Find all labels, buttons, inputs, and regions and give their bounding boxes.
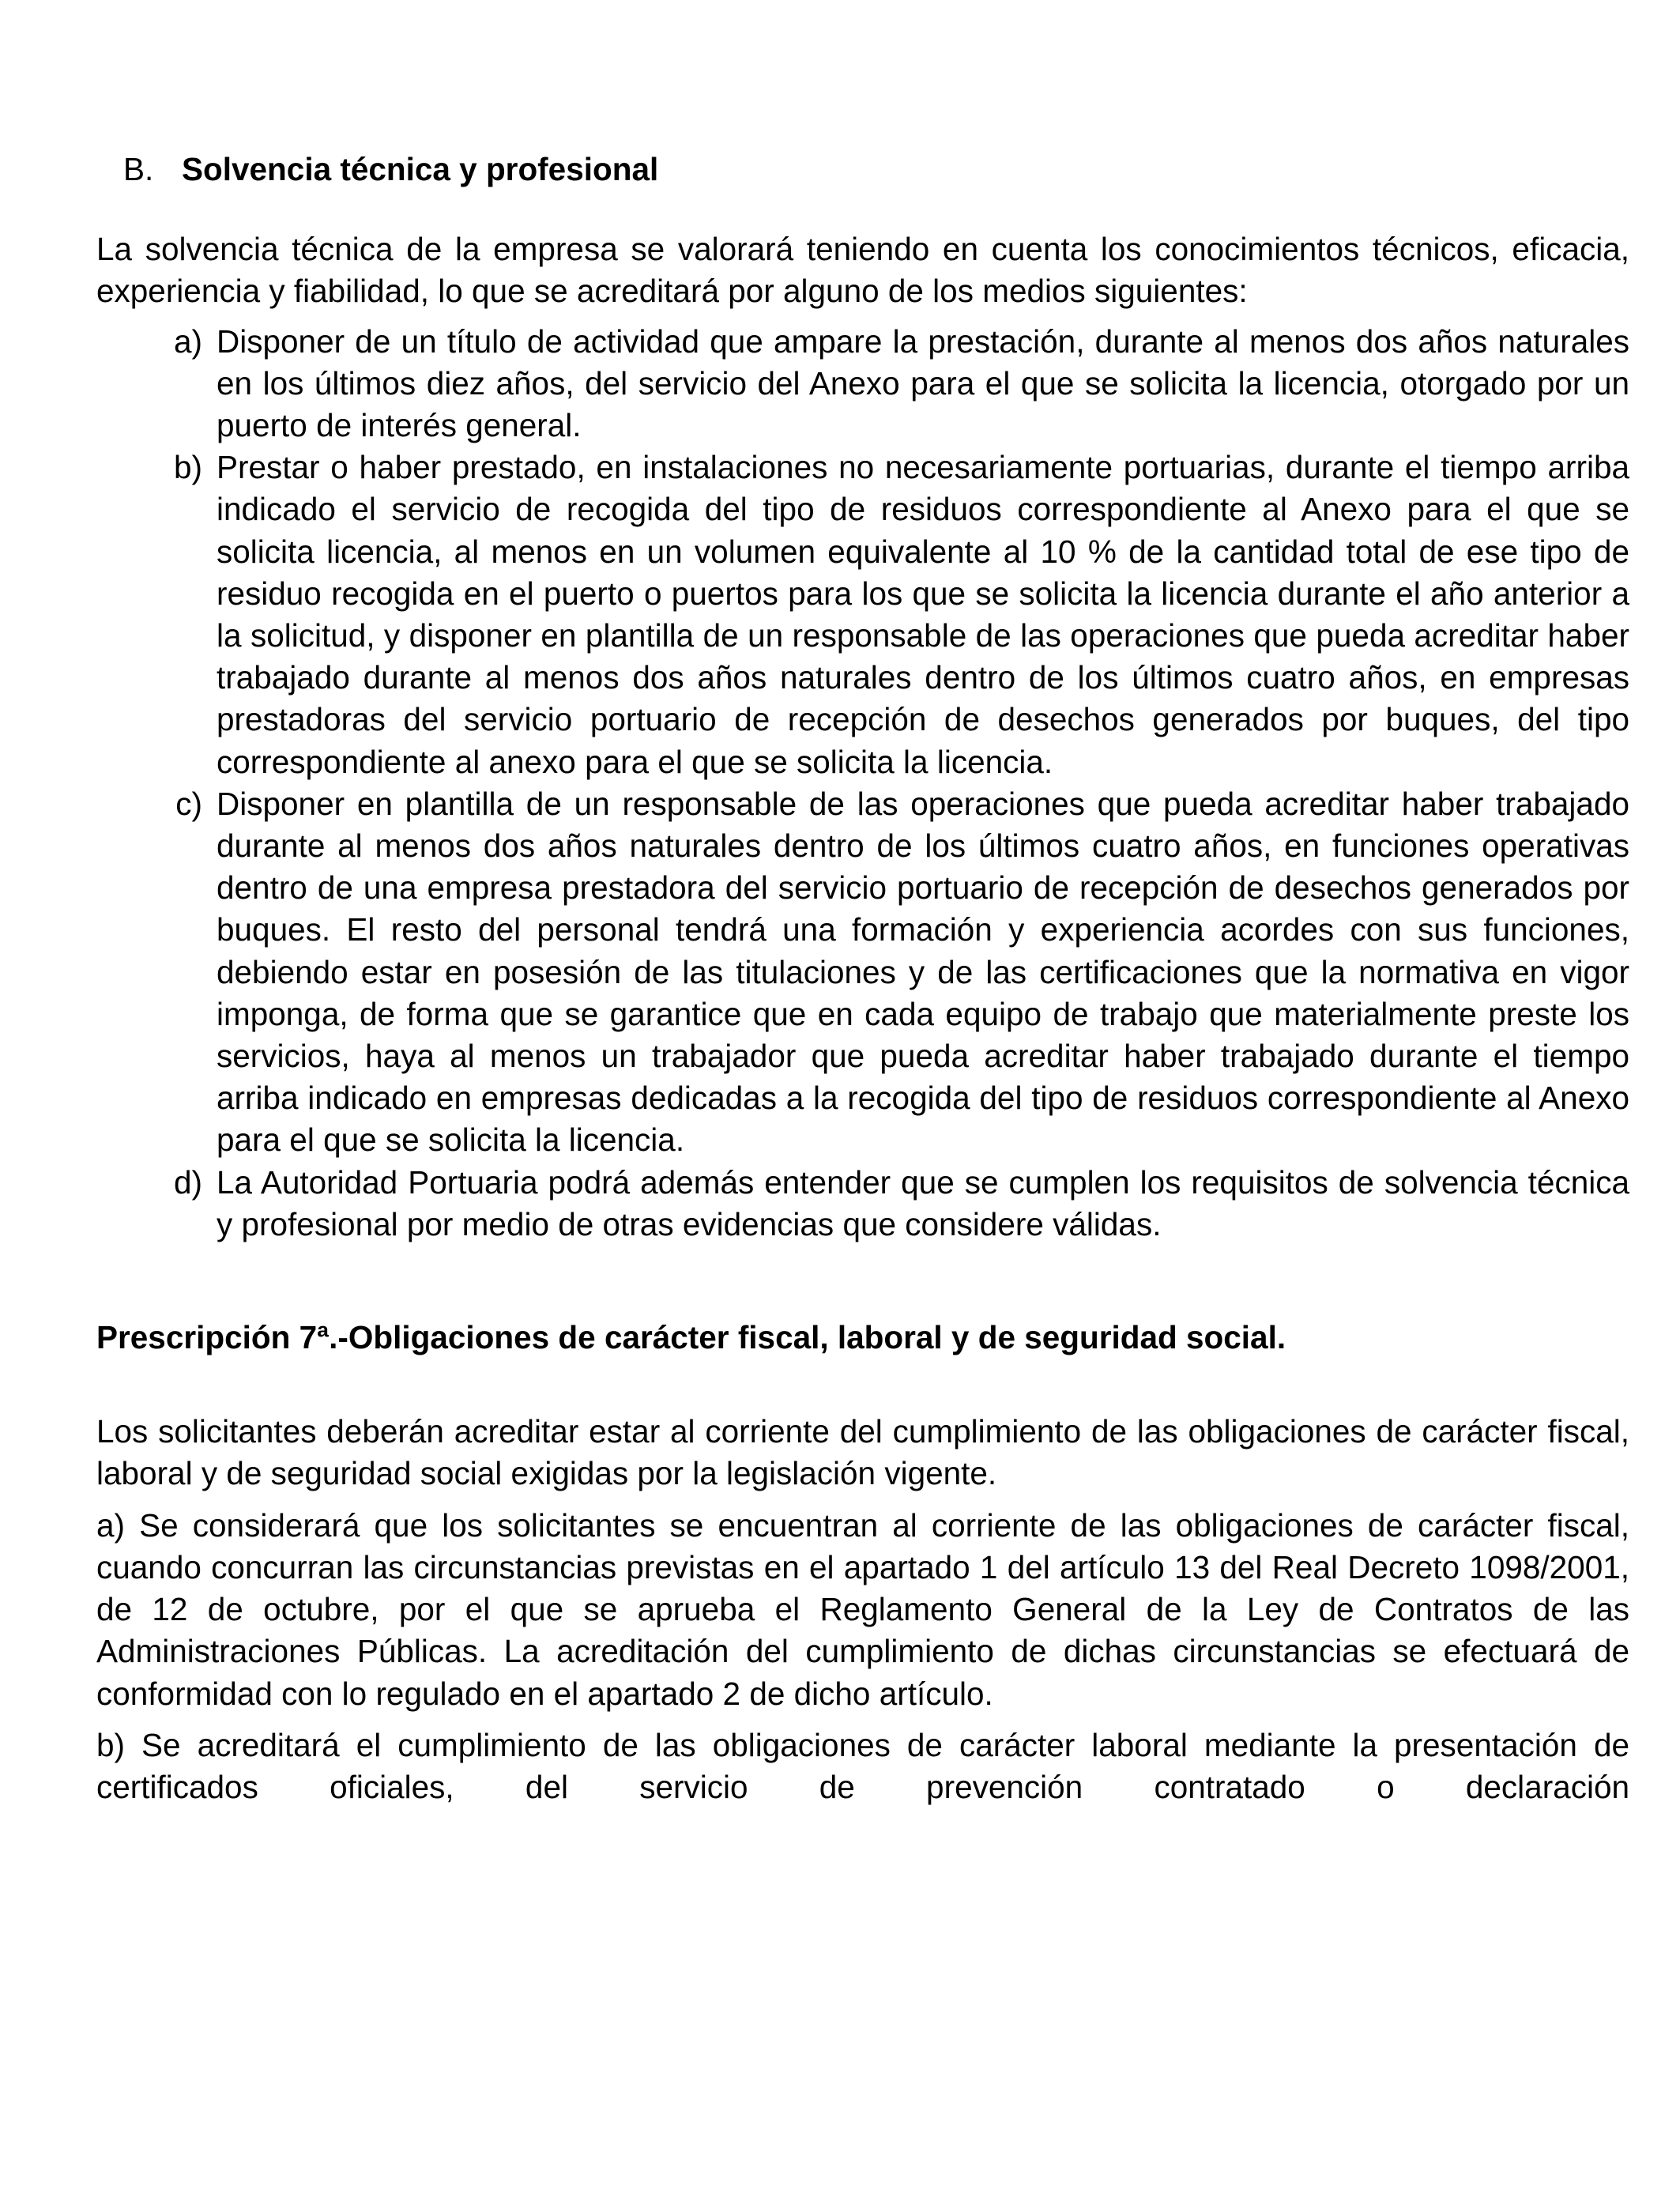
prescripcion-7-item-b: b) Se acreditará el cumplimiento de las obligaciones de carácter laboral mediante la presentación de certificados oficiales, del servicio de prevención contratado o declaración: [96, 1726, 1629, 1805]
prescripcion-7-item-a: a) Se considerará que los solicitantes se encuentran al corriente de las obligaciones de carácter fiscal, cuando concurran las circunstancias previstas en el apartado 1 del artículo 13 del Real Decreto 1098/2001, de 12 de octubre, por el que se aprueba el Reglamento General de la Ley de Contratos de las Administraciones Públicas. La acreditación del cumplimiento de dichas circunstancias se efectuará de conformidad con lo regulado en el apartado 2 de dicho artículo.: [96, 1506, 1629, 1712]
list-marker-b: b): [173, 449, 202, 486]
list-item-d: [96, 1162, 1629, 1246]
list-marker-c: c): [175, 785, 202, 822]
section-b-list: [96, 321, 1629, 1246]
list-text-a: Disponer de un título de actividad que ampare la prestación, durante al menos dos años naturales en los últimos diez años, del servicio del Anexo para el que se solicita la licencia, otorgado por un puerto de interés general.: [217, 322, 1629, 444]
section-b-intro: La solvencia técnica de la empresa se valorará teniendo en cuenta los conocimientos técnicos, eficacia, experiencia y fiabilidad, lo que se acreditará por alguno de los medios siguientes:: [96, 231, 1629, 310]
list-marker-d: d): [173, 1163, 202, 1201]
list-item-b: [96, 447, 1629, 783]
list-marker-a: a): [173, 322, 202, 360]
list-item-a: [96, 321, 1629, 447]
document-page: [96, 149, 1629, 1818]
prescripcion-7-heading: Prescripción 7ª.-Obligaciones de carácter fiscal, laboral y de seguridad social.: [96, 1319, 1286, 1356]
list-text-d: La Autoridad Portuaria podrá además entender que se cumplen los requisitos de solvencia técnica y profesional por medio de otras evidencias que considere válidas.: [217, 1163, 1629, 1242]
section-b-letter: B.: [123, 151, 154, 187]
list-text-c: Disponer en plantilla de un responsable de las operaciones que pueda acreditar haber trabajado durante al menos dos años naturales dentro de los últimos cuatro años, en funciones operativas dentro de una empresa prestadora del servicio portuario de recepción de desechos generados por buques. El resto del personal tendrá una formación y experiencia acordes con sus funciones, debiendo estar en posesión de las titulaciones y de las certificaciones que la normativa en vigor imponga, de forma que se garantice que en cada equipo de trabajo que materialmente preste los servicios, haya al menos un trabajador que pueda acreditar haber trabajado durante el tiempo arriba indicado en empresas dedicadas a la recogida del tipo de residuos correspondiente al Anexo para el que se solicita la licencia.: [217, 785, 1629, 1159]
prescripcion-7-intro: Los solicitantes deberán acreditar estar al corriente del cumplimiento de las obligaciones de carácter fiscal, laboral y de seguridad social exigidas por la legislación vigente.: [96, 1413, 1629, 1492]
list-item-c: [96, 783, 1629, 1162]
list-text-b: Prestar o haber prestado, en instalaciones no necesariamente portuarias, durante el tiempo arriba indicado el servicio de recogida del tipo de residuos correspondiente al Anexo para el que se solicita licencia, al menos en un volumen equivalente al 10 % de la cantidad total de ese tipo de residuo recogida en el puerto o puertos para los que se solicita la licencia durante el año anterior a la solicitud, y disponer en plantilla de un responsable de las operaciones que pueda acreditar haber trabajado durante al menos dos años naturales dentro de los últimos cuatro años, en empresas prestadoras del servicio portuario de recepción de desechos generados por buques, del tipo correspondiente al anexo para el que se solicita la licencia.: [217, 449, 1629, 780]
section-b-title: Solvencia técnica y profesional: [182, 151, 659, 187]
section-b-heading: [123, 149, 1629, 190]
